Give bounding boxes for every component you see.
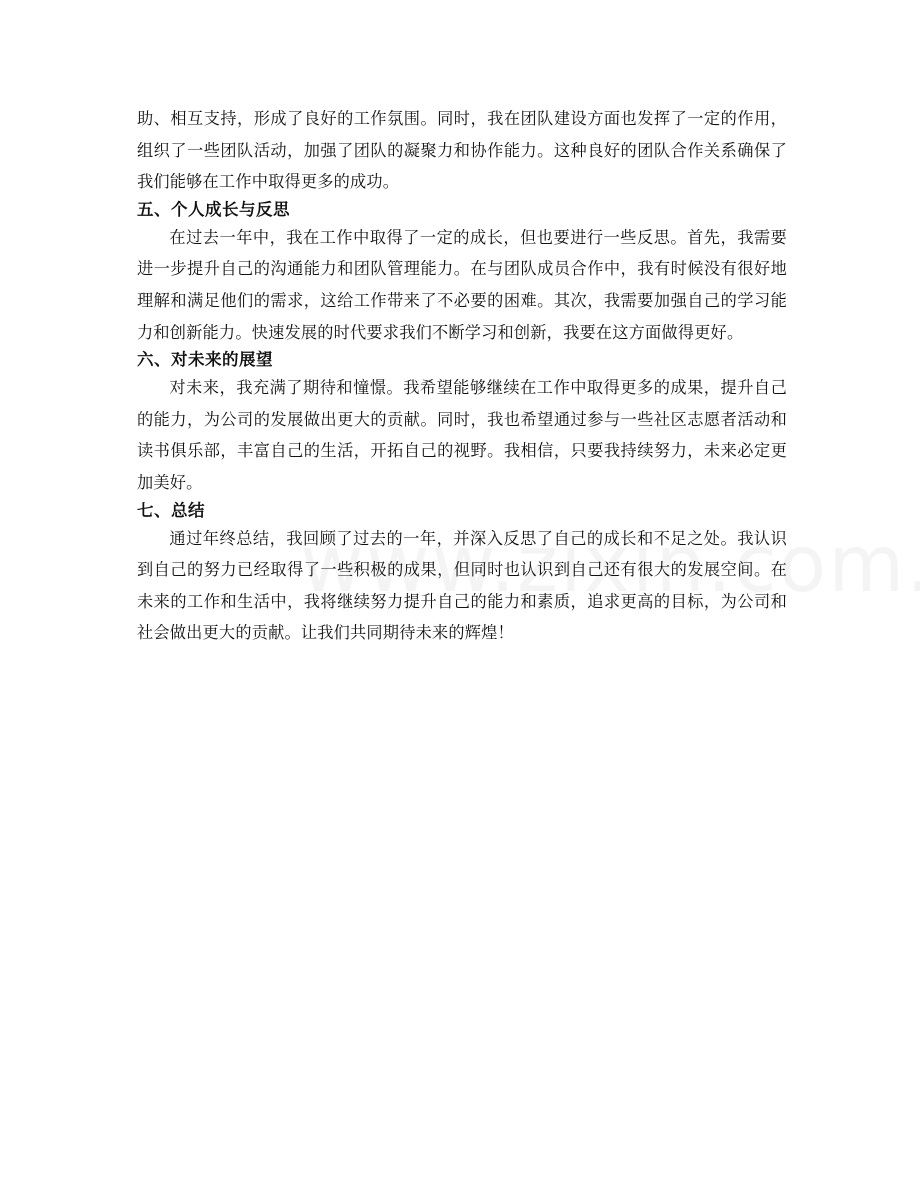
section-heading-summary: 七、总结 — [137, 500, 205, 520]
document-content — [137, 103, 787, 649]
section-body-growth: 在过去一年中，我在工作中取得了一定的成长，但也要进行一些反思。首先，我需要进一步提升自己的沟通能力和团队管理能力。在与团队成员合作中，我有时候没有很好地理解和满足他们的需求，这给工作带来了不必要的困难。其次，我需要加强自己的学习能力和创新能力。快速发展的时代要求我们不断学习和创新，我要在这方面做得更好。 — [137, 227, 787, 342]
section-body-outlook: 对未来，我充满了期待和憧憬。我希望能够继续在工作中取得更多的成果，提升自己的能力，为公司的发展做出更大的贡献。同时，我也希望通过参与一些社区志愿者活动和读书俱乐部，丰富自己的生活，开拓自己的视野。我相信，只要我持续努力，未来必定更加美好。 — [137, 378, 787, 492]
section-heading-growth: 五、个人成长与反思 — [137, 199, 290, 219]
intro-paragraph: 助、相互支持，形成了良好的工作氛围。同时，我在团队建设方面也发挥了一定的作用，组织了一些团队活动，加强了团队的凝聚力和协作能力。这种良好的团队合作关系确保了我们能够在工作中取得更多的成功。 — [137, 109, 787, 192]
section-heading-outlook: 六、对未来的展望 — [137, 350, 273, 370]
section-body-summary: 通过年终总结，我回顾了过去的一年，并深入反思了自己的成长和不足之处。我认识到自己的努力已经取得了一些积极的成果，但同时也认识到自己还有很大的发展空间。在未来的工作和生活中，我将继续努力提升自己的能力和素质，追求更高的目标，为公司和社会做出更大的贡献。让我们共同期待未来的辉煌！ — [137, 528, 787, 643]
